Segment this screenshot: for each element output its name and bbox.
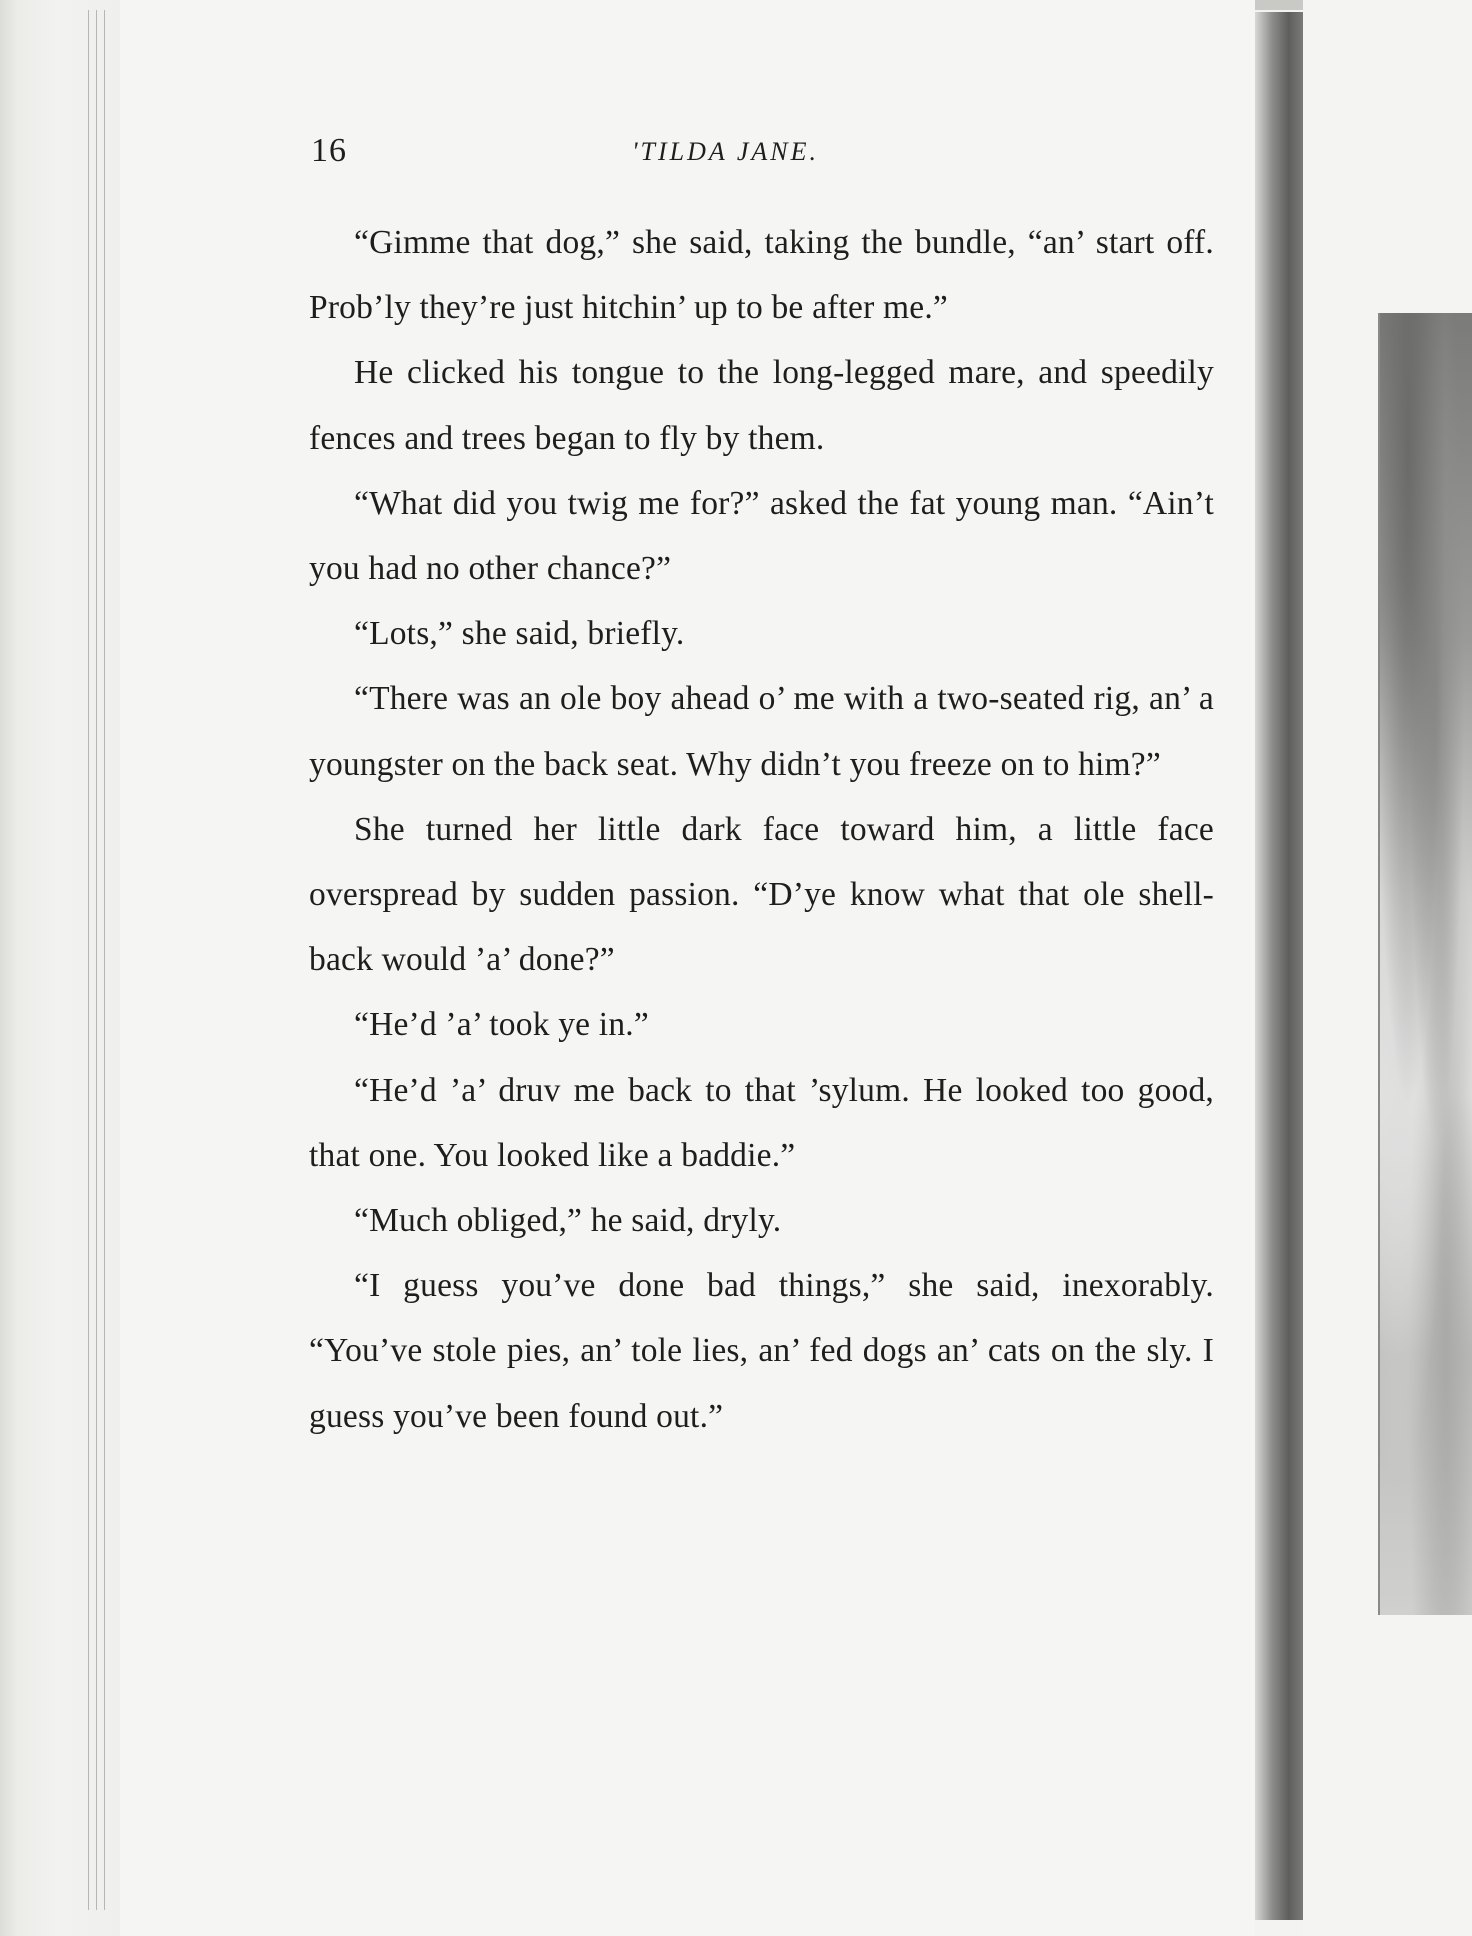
page-edges-left [0,0,120,1936]
page-edge-line [96,10,97,1910]
page-number: 16 [311,132,347,169]
paragraph: “Much obliged,” he said, dryly. [354,1202,782,1240]
page-header [0,132,1472,172]
paragraph: “I guess you’ve done bad things,” she said, inexorably. “You’ve stole pies, an’ tole lies, an’ fed dogs an’ cats on the sly. I guess you’ve been found out.” [309,1267,1214,1435]
illustration-plate-fragment [1378,313,1472,1615]
paragraph: He clicked his tongue to the long-legged mare, and speedily fences and trees began to fly by them. [309,354,1214,457]
paragraph: “He’d ’a’ took ye in.” [354,1006,649,1044]
paragraph: “What did you twig me for?” asked the fat young man. “Ain’t you had no other chance?” [309,484,1214,588]
paragraph: “There was an ole boy ahead o’ me with a two-seated rig, an’ a youngster on the back seat. Why didn’t you freeze on to him?” [309,680,1214,783]
paragraph: “Lots,” she said, briefly. [354,615,685,653]
page-edge-line [88,10,89,1910]
paragraph: “He’d ’a’ druv me back to that ’sylum. He looked too good, that one. You looked like a baddie.” [309,1071,1214,1174]
running-title: 'TILDA JANE. [632,137,819,166]
page-edge-line [104,10,105,1910]
book-gutter-shadow [1255,12,1303,1920]
body-text [309,210,1214,1449]
paragraph: “Gimme that dog,” she said, taking the bundle, “an’ start off. Prob’ly they’re just hitchin’ up to be after me.” [309,224,1214,327]
paragraph: She turned her little dark face toward him, a little face overspread by sudden passion. “D’ye know what that ole shell-back would ’a’ done?” [309,810,1214,979]
